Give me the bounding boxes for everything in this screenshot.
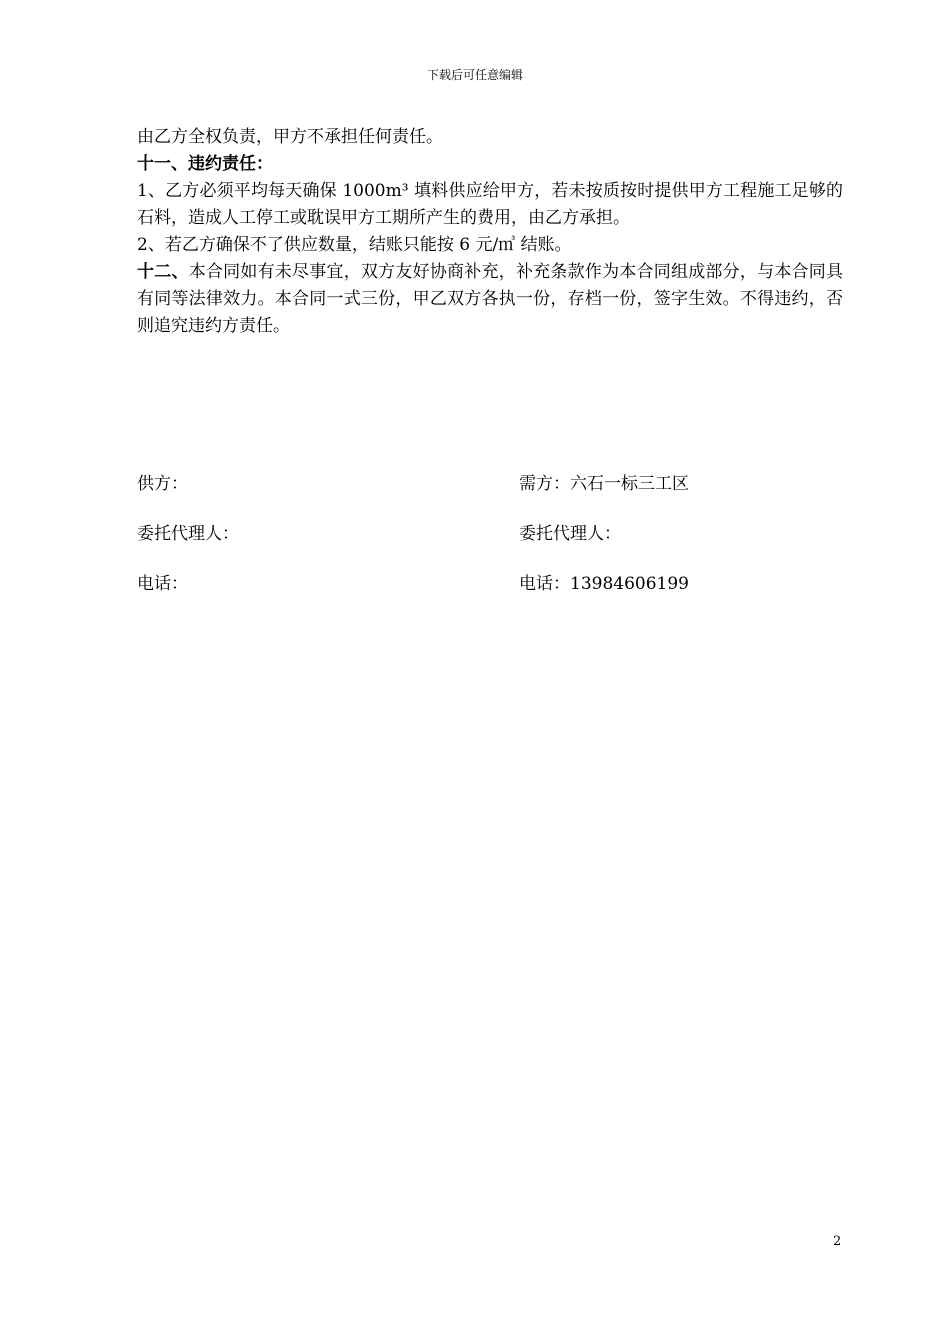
phone-right-label: 电话：13984606199 — [519, 574, 689, 594]
clause-11-2: 2、若乙方确保不了供应数量，结账只能按 6 元/㎥ 结账。 — [137, 235, 572, 255]
supplier-label: 供方： — [137, 474, 188, 494]
section-12-text: 本合同如有未尽事宜，双方友好协商补充，补充条款作为本合同组成部分，与本合同具有同等法律效力。本合同一式三份，甲乙双方各执一份，存档一份，签字生效。不得违约，否则追究违约方责任。 — [137, 262, 844, 336]
buyer-label: 需方：六石一标三工区 — [519, 474, 689, 494]
section-12-label: 十二、 — [137, 262, 189, 282]
document-body — [137, 124, 843, 340]
phone-left-label: 电话： — [137, 574, 188, 594]
section-12 — [137, 259, 843, 340]
page-number: 2 — [833, 1234, 842, 1249]
page-header: 下载后可任意编辑 — [426, 68, 523, 82]
clause-11-1: 1、乙方必须平均每天确保 1000m³ 填料供应给甲方，若未按质按时提供甲方工程施工足够的石料，造成人工停工或耽误甲方工期所产生的费用，由乙方承担。 — [137, 181, 843, 228]
agent-left-label: 委托代理人： — [137, 524, 239, 544]
agent-right-label: 委托代理人： — [519, 524, 621, 544]
paragraph-responsibility: 由乙方全权负责，甲方不承担任何责任。 — [137, 127, 443, 147]
section-11-title: 十一、违约责任： — [137, 154, 273, 174]
